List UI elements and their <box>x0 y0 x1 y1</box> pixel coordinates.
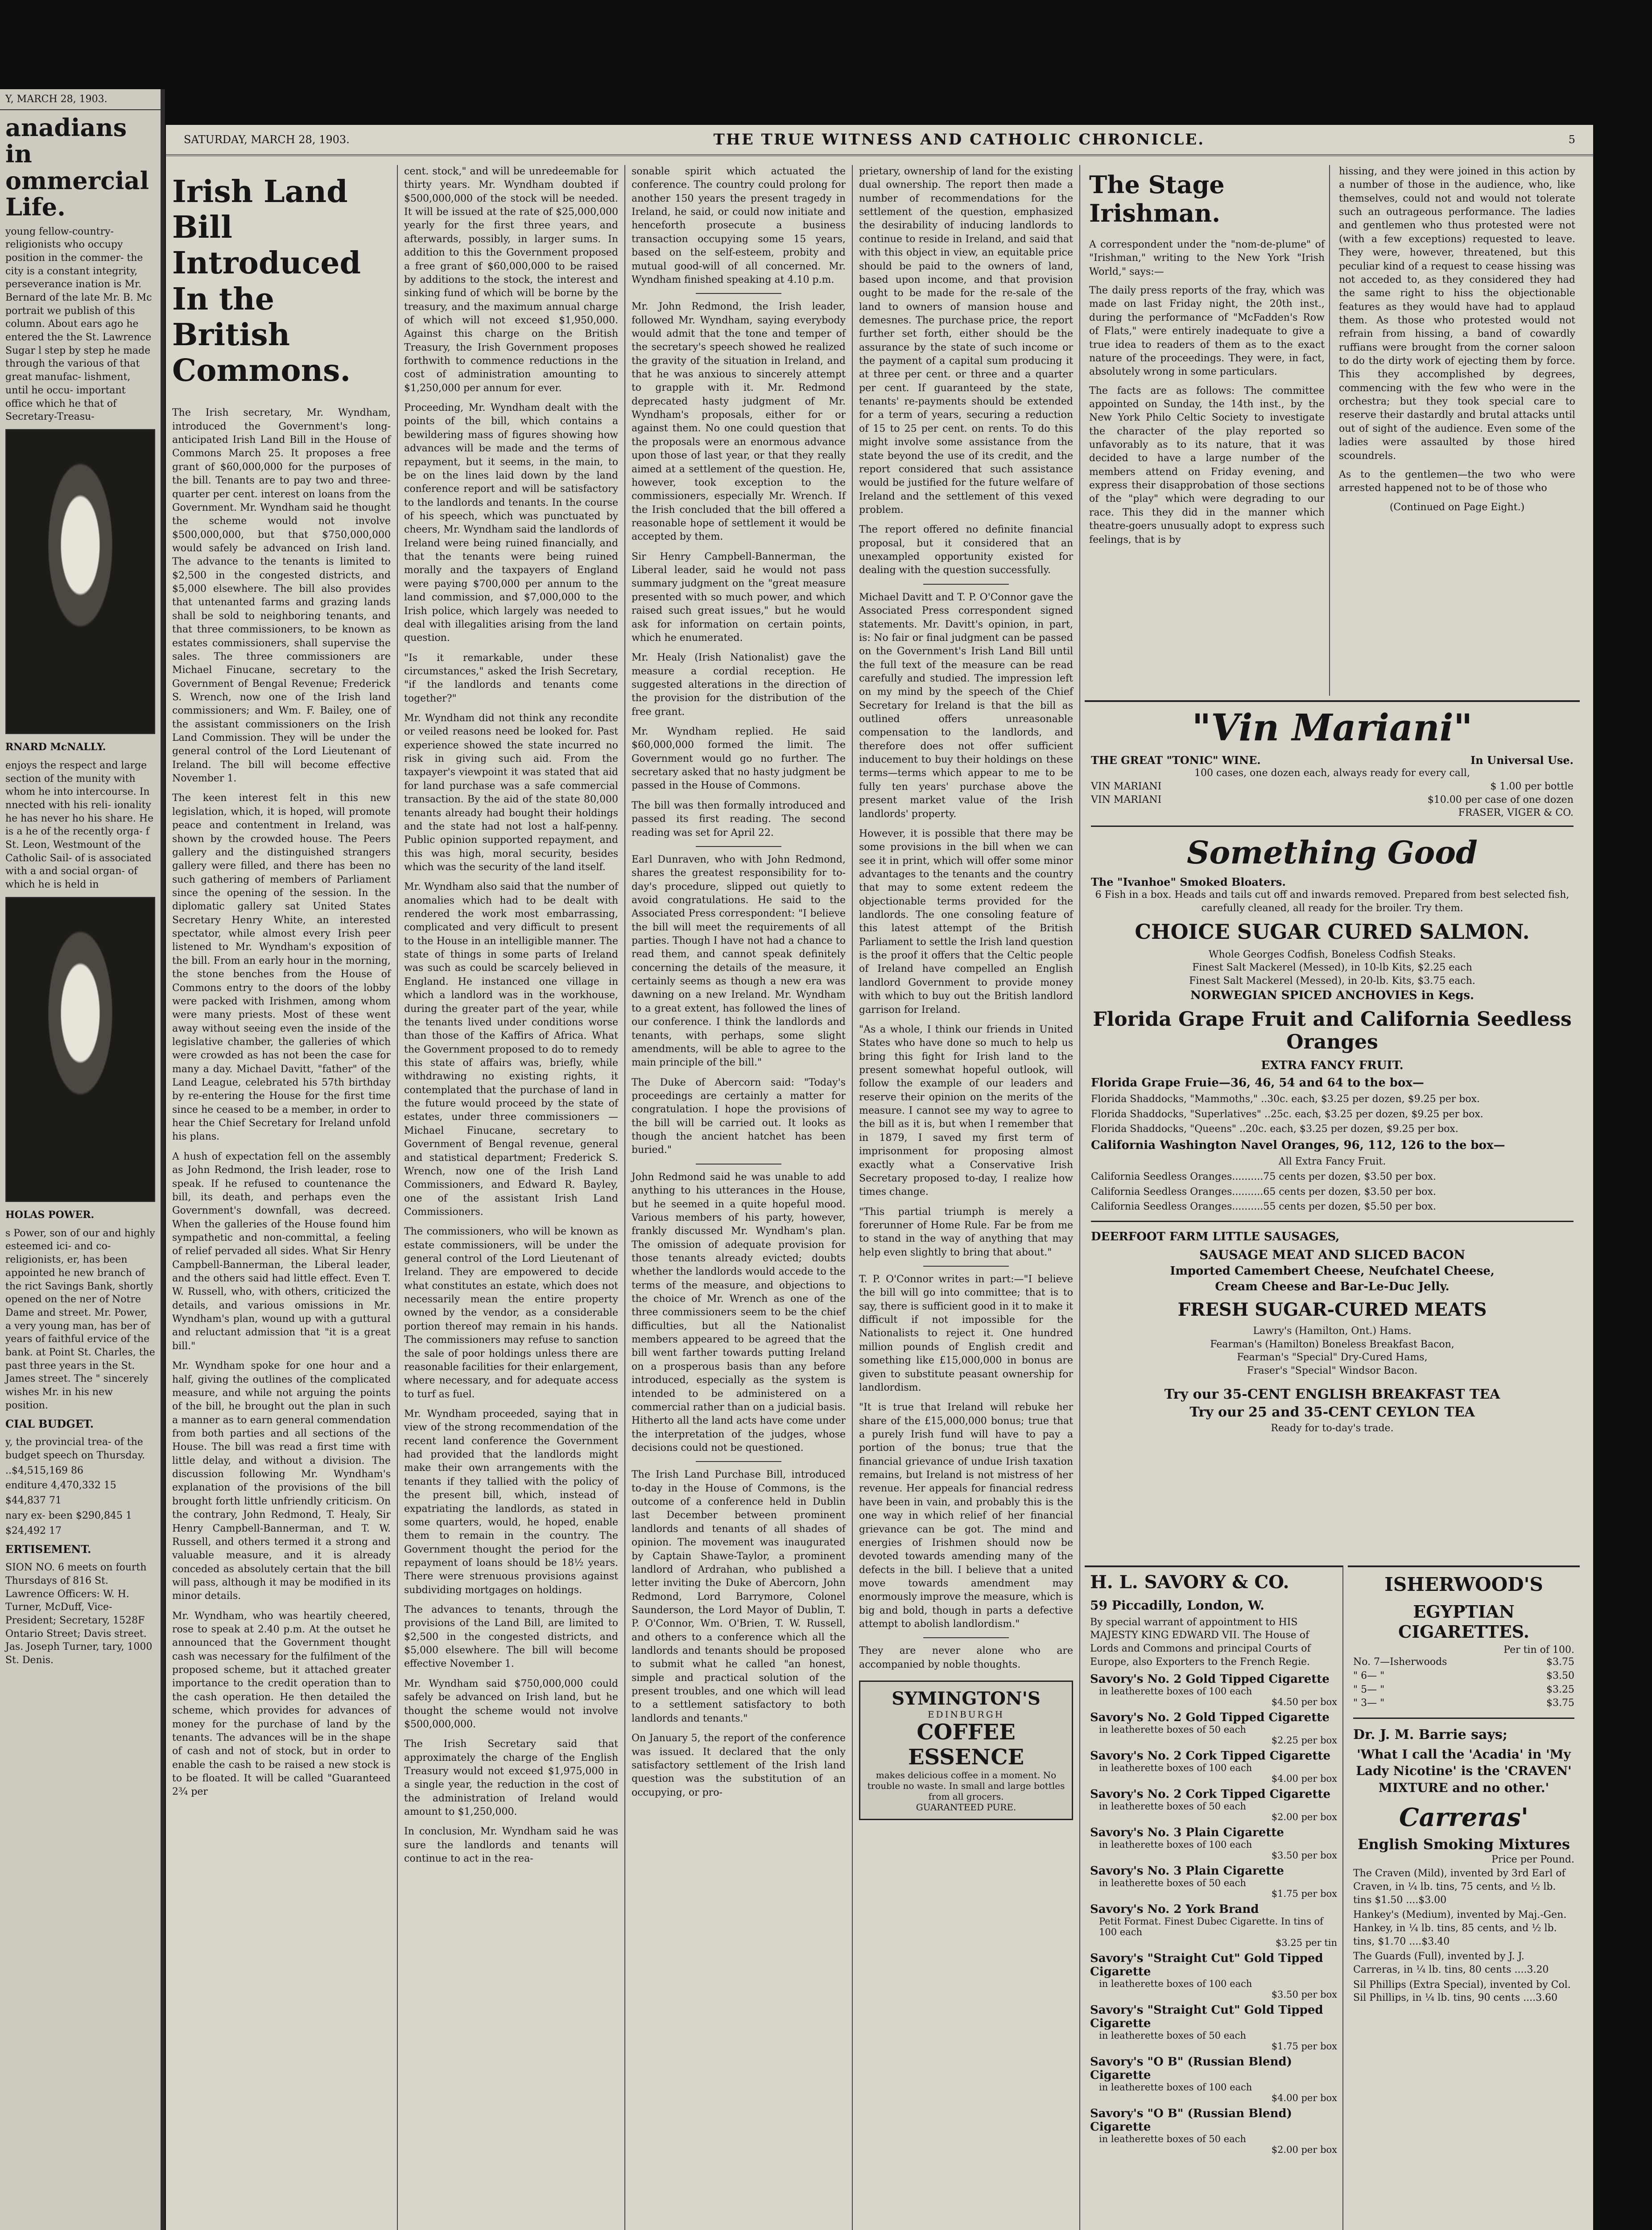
left-page-text-4: y, the provincial trea- of the budget speech on Thursday. <box>5 1437 145 1462</box>
vin-price-value: $ 1.00 per bottle <box>1490 780 1574 792</box>
savory-item-price: $3.50 per box <box>1271 1850 1337 1861</box>
sg-sub <box>1091 875 1574 888</box>
mixture-item: The Craven (Mild), invented by 3rd Earl of Craven, in ¼ lb. tins, 75 cents, and ½ lb. tins $1.50 ....$3.00 <box>1353 1868 1565 1906</box>
vin-price-row <box>1091 793 1574 807</box>
fraser-viger-ads <box>1085 700 1580 1557</box>
isherwood-row-price: $3.75 <box>1546 1697 1574 1709</box>
salmon-line: Whole Georges Codfish, Boneless Codfish Steaks. <box>1208 949 1456 960</box>
masthead-date: SATURDAY, MARCH 28, 1903. <box>184 133 350 146</box>
article-paragraph: Michael Davitt and T. P. O'Connor gave the Associated Press correspondent signed statements. Mr. Davitt's opinion, in part, is: No fair or final judgment can be passed on the Government's Irish Land Bill until the full text of the measure can be read carefully and studied. The impression left on my mind by the speech of the Chief Secretary for Ireland is that the bill as outlined offers unreasonable compensation to the landlords, and therefore does not offer sufficient inducement to buy their holdings on these terms—terms which appear to me to be fully ten years' purchase above the present market value of the Irish landlords' property. <box>859 591 1073 820</box>
ad-rule <box>1353 1718 1574 1719</box>
florida-heading: Florida Grape Fruie—36, 46, 54 and 64 to the box— <box>1091 1076 1424 1090</box>
article-paragraph: Mr. Wyndham replied. He said $60,000,000 formed the limit. The Government would go no further. The secretary asked that no hasty judgment be passed in the House of Commons. <box>632 726 846 792</box>
vin-mariani-title: "Vin Mariani" <box>1192 706 1473 749</box>
isherwood-row-price: $3.50 <box>1546 1670 1574 1681</box>
mixture-item: Sil Phillips (Extra Special), invented by Col. Sil Phillips, in ¼ lb. tins, 90 cents ....3.60 <box>1353 1979 1571 2004</box>
portrait-power <box>5 897 155 1202</box>
isherwood-row <box>1353 1683 1574 1697</box>
isherwood-title: ISHERWOOD'S <box>1384 1573 1543 1595</box>
isherwood-per: Per tin of 100. <box>1503 1644 1574 1656</box>
vin-sub-left: THE GREAT "TONIC" WINE. <box>1091 754 1261 767</box>
left-facing-page <box>0 89 165 2230</box>
vin-price-label: VIN MARIANI <box>1091 794 1162 806</box>
symington-place: EDINBURGH <box>927 1709 1005 1720</box>
left-page-title: anadians in ommercial Life. <box>5 113 149 222</box>
page-number: 5 <box>1568 133 1575 146</box>
left-page-heading-advertisement: ERTISEMENT. <box>5 1543 91 1556</box>
stage-article-left <box>1085 165 1330 696</box>
budget-row: $24,492 17 <box>5 1525 62 1536</box>
article-paragraph: In conclusion, Mr. Wyndham said he was sure the landlords and tenants will continue to act in the rea- <box>404 1826 618 1865</box>
budget-row: ..$4,515,169 86 <box>5 1465 83 1476</box>
article-paragraph: sonable spirit which actuated the conference. The country could prolong for another 150 years the present tragedy in Ireland, he said, or could now initiate and henceforth prosecute a business transaction occupying some 15 years, based on the self-esteem, probity and mutual good-will of all concerned. Mr. Wyndham finished speaking at 4.10 p.m. <box>632 166 846 285</box>
savory-item-name: Savory's No. 2 Gold Tipped Cigarette <box>1090 1672 1330 1686</box>
grape-title: Florida Grape Fruit and California Seedless Oranges <box>1093 1008 1572 1053</box>
article-paragraph: Proceeding, Mr. Wyndham dealt with the points of the bill, which contains a bewildering mass of figures showing how advances will be made and the terms of repayment, but it seems, in the main, to be on the lines laid down by the land conference report and will be satisfactory to the landlords and tenants. In the course of his speech, which was punctuated by cheers, Mr. Wyndham said the landlords of Ireland were being ruined financially, and that the tenants were being ruined morally and the taxpayers of England were paying $700,000 per annum to the land commission, and $7,000,000 to the Irish police, which largely was needed to deal with illegalities arising from the land question. <box>404 402 618 644</box>
column-divider <box>696 293 781 294</box>
article-column-3 <box>625 165 853 2230</box>
savory-item-price: $4.50 per box <box>1271 1696 1337 1707</box>
savory-item-name: Savory's No. 2 Gold Tipped Cigarette <box>1090 1710 1330 1724</box>
article-paragraph: Mr. Wyndham also said that the number of anomalies which had to be dealt with rendered the work most embarrassing, complicated and very difficult to present to the House in an intelligible manner. The state of things in some parts of Ireland was such as could be scarcely believed in England. He instanced one village in which a landlord was in the workhouse, during the greater part of the year, while the tenants lived under conditions worse than those of the Kaffirs of Africa. What the Government proposed to do to remedy this state of affairs was, briefly, while withdrawing no existing rights, it contemplated that the purchase of land in the future would proceed by the state of estates, under three commissioners — Michael Finucane, secretary to Government of Bengal revenue, general and statistical department; Frederick S. Wrench, now one of the Irish Land Commissioners, and Edward R. Bayley, one of the assistant Irish Land Commissioners. <box>404 881 618 1218</box>
isherwood-row-label: No. 7—Isherwoods <box>1353 1656 1447 1668</box>
savory-item <box>1090 1864 1337 1899</box>
stage-paragraph: As to the gentlemen—the two who were arrested happened not to be of those who <box>1339 469 1575 494</box>
salmon-line: Finest Salt Mackerel (Messed), in 10-lb Kits, $2.25 each <box>1192 962 1472 974</box>
mixture-item: The Guards (Full), invented by J. J. Carreras, in ¼ lb. tins, 80 cents ....3.20 <box>1353 1951 1549 1976</box>
article-paragraph: The Irish Land Purchase Bill, introduced to-day in the House of Commons, is the outcome of a conference held in Dublin last December between prominent landlords and tenants of all shades of opinion. The movement was inaugurated by Captain Shawe-Taylor, a prominent landlord of Ardrahan, who published a letter inviting the Duke of Abercorn, John Redmond, Lord Barrymore, Colonel Saunderson, the Lord Mayor of Dublin, T. P. O'Connor, Wm. O'Brien, T. W. Russell, and others to a conference which all the landlords and tenants should be proposed to submit what he called "an honest, simple and practical solution of the present troubles, and one which will lead to a settlement satisfactory to both landlords and tenants." <box>632 1469 846 1724</box>
navel-row: California Seedless Oranges..........65 cents per dozen, $3.50 per box. <box>1091 1186 1436 1198</box>
column-divider <box>696 846 781 847</box>
barrie-says: Dr. J. M. Barrie says; <box>1353 1727 1507 1743</box>
anchovies: NORWEGIAN SPICED ANCHOVIES in Kegs. <box>1190 988 1474 1002</box>
savory-item <box>1090 1749 1337 1784</box>
savory-item-detail: in leatherette boxes of 100 each <box>1099 1839 1252 1850</box>
mixture-item: Hankey's (Medium), invented by Maj.-Gen. Hankey, in ¼ lb. tins, 85 cents, and ½ lb. tins, $1.70 ....$3.40 <box>1353 1909 1567 1947</box>
article-paragraph: "As a whole, I think our friends in United States who have done so much to help us bring this fight for Irish land to the present somewhat hopeful outlook, will follow the example of our leaders and reserve their opinion on the merits of the measure. I cannot see my way to agree to the bill as it is, but when I remember that in 1879, I saved my first term of imprisonment for proposing almost exactly what a Conservative Irish Secretary proposed to-day, I realize how times change. <box>859 1024 1073 1198</box>
vin-price-label: VIN MARIANI <box>1091 780 1162 792</box>
column-divider <box>696 1164 781 1165</box>
article-paragraph: Mr. Healy (Irish Nationalist) gave the measure a cordial reception. He suggested alterations in the direction of the provision for the distribution of the free grant. <box>632 652 846 718</box>
symington-guarantee: GUARANTEED PURE. <box>916 1802 1016 1813</box>
savory-item-price: $4.00 per box <box>1271 1773 1337 1784</box>
florida-row: Florida Shaddocks, "Queens" ..20c. each, $3.25 per dozen, $9.25 per box. <box>1091 1123 1458 1135</box>
article-paragraph: Mr. Wyndham did not think any recondite or veiled reasons need be looked for. Past experience showed the state incurred no risk in giving such aid. From the taxpayer's viewpoint it was stated that aid for land purchase was a safe commercial transaction. By the aid of the state 80,000 tenants already had bought their holdings and the state had not lost a half-penny. Public opinion supported repayment, and this was high, moral security, besides which was the security of the land itself. <box>404 713 618 873</box>
fresh-meats: FRESH SUGAR-CURED MEATS <box>1177 1299 1487 1320</box>
isherwood-row-label: " 5— " <box>1353 1684 1385 1695</box>
article-paragraph: A hush of expectation fell on the assembly as John Redmond, the Irish leader, rose to speak. If he refused to countenance the bill, its death, and perhaps even the Government's downfall, was decreed. When the galleries of the House found him sympathetic and non-committal, a feeling of relief pervaded all sides. What Sir Henry Campbell-Bannerman, the Liberal leader, and the others said had little effect. Even T. W. Russell, who, with others, criticized the details, and various omissions in Mr. Wyndham's plan, wound up with a guttural and reluctant admission that "it is a great bill." <box>172 1151 391 1352</box>
savory-item <box>1090 1903 1337 1948</box>
savory-item-detail: in leatherette boxes of 50 each <box>1099 2030 1246 2041</box>
article-paragraph: Mr. Wyndham said $750,000,000 could safely be advanced on Irish land, but he thought the scheme would not involve $500,000,000. <box>404 1678 618 1730</box>
navel-sub: All Extra Fancy Fruit. <box>1278 1156 1386 1168</box>
camembert: Imported Camembert Cheese, Neufchatel Cheese, <box>1170 1264 1495 1278</box>
savory-item-price: $1.75 per box <box>1271 1888 1337 1899</box>
article-paragraph: prietary, ownership of land for the existing dual ownership. The report then made a number of recommendations for the settlement of the question, emphasized the desirability of inducing landlords to continue to reside in Ireland, and said that with this object in view, an equitable price should be paid to the owners of land, based upon income, and that provision ought to be made for the re-sale of the land to owners of mansion house and demesnes. The purchase price, the report further set forth, either should be the assurance by the state of such income or the payment of a capital sum producing it at three per cent. or three and a quarter per cent. If guaranteed by the state, tenants' re-payments should be extended for a term of years, securing a reduction of 15 to 25 per cent. on rents. To do this might involve some assistance from the state beyond the use of its credit, and the report considered that such assistance would be justified for the future welfare of Ireland and the settlement of this vexed problem. <box>859 166 1073 516</box>
left-page-heading-budget: CIAL BUDGET. <box>5 1417 94 1431</box>
symington-text: makes delicious coffee in a moment. No trouble no waste. In small and large bottles from all grocers. <box>867 1770 1065 1802</box>
savory-item-detail: in leatherette boxes of 50 each <box>1099 1801 1246 1812</box>
symington-name: SYMINGTON'S <box>892 1688 1041 1710</box>
symington-product: COFFEE ESSENCE <box>908 1720 1024 1770</box>
column-divider <box>696 1461 781 1462</box>
vin-note: 100 cases, one dozen each, always ready for every call, <box>1194 768 1470 779</box>
isherwood-row <box>1353 1656 1574 1669</box>
tea-line: Try our 35-CENT ENGLISH BREAKFAST TEA <box>1164 1386 1500 1402</box>
savory-item <box>1090 2107 1337 2155</box>
savory-item-price: $2.00 per box <box>1271 2144 1337 2155</box>
carreras-mixtures: English Smoking Mixtures <box>1357 1836 1570 1853</box>
ad-rule <box>1091 826 1574 827</box>
savory-title: H. L. SAVORY & CO. <box>1090 1572 1289 1593</box>
masthead-title: THE TRUE WITNESS AND CATHOLIC CHRONICLE. <box>713 131 1205 149</box>
budget-row: nary ex- been $290,845 1 <box>5 1510 132 1521</box>
article-paragraph: Sir Henry Campbell-Bannerman, the Liberal leader, said he would not pass summary judgment on the "great measure presented with so much power, and which raised such great issues," but he would ask for information on certain points, which he enumerated. <box>632 551 846 644</box>
stage-paragraph: The daily press reports of the fray, which was made on last Friday night, the 20th inst., during the performance of "McFadden's Row of Flats," were entirely inadequate to give a true idea to readers of them as to the exact nature of the proceedings. They were, in fact, absolutely wrong in some particulars. <box>1089 285 1325 378</box>
carreras-title: Carreras' <box>1399 1803 1528 1833</box>
savory-item-name: Savory's No. 2 York Brand <box>1090 1902 1259 1916</box>
article-paragraph: Mr. John Redmond, the Irish leader, followed Mr. Wyndham, saying everybody would admit that the tone and temper of the secretary's speech showed he realized the gravity of the situation in Ireland, and that he was anxious to sincerely attempt to grapple with it. Mr. Redmond deprecated hasty judgment of Mr. Wyndham's proposals, either for or against them. No one could question that the proposals were an enormous advance upon those of last year, or that they really aimed at a settlement of the question. He, however, took exception to the commissioners, especially Mr. Wrench. If the Irish concluded that the bill offered a reasonable hope of settlement it would be accepted by them. <box>632 301 846 543</box>
savory-ad <box>1085 1565 1343 2230</box>
article-paragraph: They are never alone who are accompanied by noble thoughts. <box>859 1645 1073 1670</box>
vin-price-row <box>1091 780 1574 794</box>
savory-item-name: Savory's "O B" (Russian Blend) Cigarette <box>1090 2055 1292 2082</box>
navel-heading: California Washington Navel Oranges, 96, 112, 126 to the box— <box>1091 1139 1505 1152</box>
navel-row: California Seedless Oranges..........55 cents per dozen, $5.50 per box. <box>1091 1201 1436 1213</box>
article-paragraph: However, it is possible that there may be some provisions in the bill when we can see it in print, which will offer some minor advantages to the tenants and the country that may to some extent redeem the objectionable terms provided for the landlords. The one consoling feature of this latest attempt of the British Parliament to settle the Irish land question is the proof it offers that the Celtic people of Ireland have compelled an English landlord Government to provide money with which to buy out the British landlord garrison for Ireland. <box>859 828 1073 1016</box>
savory-item-name: Savory's "Straight Cut" Gold Tipped Cigarette <box>1090 1951 1323 1978</box>
savory-item <box>1090 2003 1337 2052</box>
stage-article-right <box>1334 165 1580 696</box>
savory-item-name: Savory's "O B" (Russian Blend) Cigarette <box>1090 2106 1292 2134</box>
savory-item-name: Savory's No. 2 Cork Tipped Cigarette <box>1090 1787 1330 1801</box>
stage-continued: (Continued on Page Eight.) <box>1389 501 1525 513</box>
isherwood-subtitle: EGYPTIAN CIGARETTES. <box>1398 1602 1529 1642</box>
savory-item-name: Savory's No. 3 Plain Cigarette <box>1090 1825 1284 1839</box>
savory-item-price: $2.25 per box <box>1271 1734 1337 1746</box>
article-paragraph: On January 5, the report of the conference was issued. It declared that the only satisfactory settlement of the Irish land question was the substitution of an occupying, or pro- <box>632 1733 846 1798</box>
savory-item-detail: in leatherette boxes of 100 each <box>1099 2081 1252 2093</box>
left-page-text-2: enjoys the respect and large section of the munity with whom he into intercourse. In nnected with his reli- ionality he has never ho his share. He is a he of the recently orga- f St. Leon, Westmount of the Catholic Sail- of is associated with a and social organ- of which he is held in <box>5 760 154 891</box>
isherwood-carreras-ads <box>1348 1565 1580 2230</box>
savory-item <box>1090 2055 1337 2103</box>
savory-item-detail: in leatherette boxes of 100 each <box>1099 1762 1252 1773</box>
article-title: Irish Land Bill Introduced In the British Commons. <box>172 174 361 389</box>
isherwood-row-label: " 3— " <box>1353 1697 1385 1709</box>
article-paragraph: T. P. O'Connor writes in part:—"I believe the bill will go into committee; that is to say, there is sufficient good in it to make it difficult if not impossible for the Nationalists to reject it. One hundred million pounds of English credit and something like £15,000,000 in bonus are given to substitute peasant ownership for landlordism. <box>859 1274 1073 1393</box>
column-divider <box>923 1266 1009 1267</box>
article-paragraph: "This partial triumph is merely a forerunner of Home Rule. Far be from me to stand in the way of anything that may help even slightly to bring that about." <box>859 1206 1073 1258</box>
vin-sign: FRASER, VIGER & CO. <box>1458 807 1574 819</box>
vin-price-value: $10.00 per case of one dozen <box>1427 794 1574 806</box>
savory-item <box>1090 1826 1337 1861</box>
article-paragraph: "Is it remarkable, under these circumstances," asked the Irish Secretary, "if the landlords and tenants come together?" <box>404 652 618 704</box>
cream-cheese: Cream Cheese and Bar-Le-Duc Jelly. <box>1215 1280 1450 1293</box>
fancy-fruit: EXTRA FANCY FRUIT. <box>1261 1058 1404 1072</box>
savory-item-detail: in leatherette boxes of 100 each <box>1099 1978 1252 1989</box>
savory-item-name: Savory's No. 3 Plain Cigarette <box>1090 1864 1284 1878</box>
left-page-text-3: s Power, son of our and highly esteemed ici- and co-religionists, er, has been appointed he new branch of the rict Savings Bank, shortly opened on the ner of Notre Dame and street. Mr. Power, a very young man, has ber of years of faithful ervice of the bank. at Point St. Charles, the past three years in the St. James street. The " sincerely wishes Mr. in his new position. <box>5 1227 155 1411</box>
florida-row: Florida Shaddocks, "Superlatives" ..25c. each, $3.25 per dozen, $9.25 per box. <box>1091 1108 1483 1120</box>
savory-address: 59 Piccadilly, London, W. <box>1090 1598 1264 1613</box>
savory-item-detail: in leatherette boxes of 50 each <box>1099 1877 1246 1888</box>
savory-item-price: $4.00 per box <box>1271 2092 1337 2103</box>
savory-item-price: $3.50 per box <box>1271 1989 1337 2000</box>
sg-sub-text: The "Ivanhoe" Smoked Bloaters. <box>1091 875 1286 889</box>
left-page-date: Y, MARCH 28, 1903. <box>0 89 161 110</box>
savory-item-detail: in leatherette boxes of 100 each <box>1099 1685 1252 1697</box>
savory-item <box>1090 1952 1337 2000</box>
article-paragraph: The Duke of Abercorn said: "Today's proceedings are certainly a matter for congratulation. I hope the provisions of the bill will be carried out. It looks as though the ancient hatchet has been buried." <box>632 1077 846 1156</box>
caption-mcnally: RNARD McNALLY. <box>5 741 106 753</box>
stage-paragraph: A correspondent under the "nom-de-plume" of "Irishman," writing to the New York "Irish World," says:— <box>1089 239 1325 277</box>
article-paragraph: Mr. Wyndham, who was heartily cheered, rose to speak at 2.40 p.m. At the outset he announced that the Government thought cash was necessary for the fulfilment of the proposed scheme, but it attached greater importance to the credit operation than to the cash operation. He then detailed the scheme, which provides for advances of money for the purchase of land by the tenants. The advances will be in the shape of cash and not of stock, but in order to enable the cash to be raised a new stock is to be floated. It will be called "Guaranteed 2¾ per <box>172 1610 391 1798</box>
savory-item-name: Savory's No. 2 Cork Tipped Cigarette <box>1090 1749 1330 1763</box>
article-paragraph: The bill was then formally introduced and passed its first reading. The second reading was set for April 22. <box>632 800 846 838</box>
article-paragraph: cent. stock," and will be unredeemable for thirty years. Mr. Wyndham doubted if $500,000,000 of the stock will be needed. It will be issued at the rate of $25,000,000 yearly for the first three years, and afterwards, possibly, in larger sums. In addition to this the Government proposed a free grant of $60,000,000 to be raised by additions to the stock, the interest and sinking fund of which will be borne by the treasury, and the maximum annual charge of which will not exceed $1,950,000. Against this charge on the British Treasury, the Irish Government proposes forthwith to commence reductions in the cost of administration amounting to $1,250,000 per annum for ever. <box>404 166 618 394</box>
deerfoot: DEERFOOT FARM LITTLE SAUSAGES, <box>1091 1230 1340 1243</box>
savory-item <box>1090 1672 1337 1707</box>
newspaper-page <box>166 125 1593 2230</box>
budget-row: $44,837 71 <box>5 1495 62 1507</box>
article-paragraph: Mr. Wyndham proceeded, saying that in view of the strong recommendation of the recent land conference the Government had provided that the landlords might make their own arrangements with the tenants if they tallied with the policy of the present bill, which, instead of expatriating the landlords, as stated in some quarters, would, he hoped, enable them to remain in the country. The Government thought the period for the repayment of loans should be 18½ years. There were strenuous provisions against subdividing mortgages on holdings. <box>404 1408 618 1596</box>
article-paragraph: The keen interest felt in this new legislation, which, it is hoped, will promote peace and contentment in Ireland, was shown by the crowded house. The Peers gallery and the distinguished strangers gallery were filled, and there has been no such gathering of members of Parliament since the opening of the session. In the diplomatic gallery sat United States Secretary Henry White, an interested spectator, while almost every Irish peer listened to Mr. Wyndham's exposition of the bill. From an early hour in the morning, the stone benches from the House of Commons entry to the doors of the lobby were packed with Irishmen, among whom were many priests. Most of these went away without seeing even the inside of the legislative chamber, the galleries of which were crowded as has not been the case for many a day. Michael Davitt, "father" of the Land League, celebrated his 57th birthday by re-entering the House for the first time since he ceased to be a member, in order to hear the Chief Secretary for Ireland unfold his plans. <box>172 793 391 1143</box>
savory-list <box>1090 1672 1337 2155</box>
salmon-title: CHOICE SUGAR CURED SALMON. <box>1135 919 1530 944</box>
savory-item-price: $2.00 per box <box>1271 1811 1337 1822</box>
article-paragraph: "It is true that Ireland will rebuke her share of the £15,000,000 bonus; true that a purely Irish fund will have to pay a portion of the bonus; true that the financial grievance of undue Irish taxation remains, but Ireland is not mistress of her revenue. Her appeals for financial redress have been in vain, and probably this is the one way in which relief of her financial grievance can be got. The mind and energies of Irishmen should now be devoted towards amending many of the defects in the bill. I believe that a united move towards amendment may enormously improve the measure, which is big and bold, though in parts a defective attempt to abolish landlordism." <box>859 1402 1074 1630</box>
stage-title: The Stage Irishman. <box>1089 170 1225 227</box>
savory-item-name: Savory's "Straight Cut" Gold Tipped Cigarette <box>1090 2003 1323 2030</box>
meats-line: Fearman's (Hamilton) Boneless Breakfast Bacon, <box>1210 1338 1454 1350</box>
article-paragraph: John Redmond said he was unable to add anything to his utterances in the House, but he seemed in a quite hopeful mood. Various members of his party, however, frankly discussed Mr. Wyndham's plan. The omission of adequate provision for those tenants already evicted; doubts whether the landlords would accede to the terms of the measure, and objections to the choice of Mr. Wrench as one of the three commissioners seem to be the chief difficulties, but all the Nationalist members appeared to be agreed that the bill went farther towards putting Ireland on a prosperous basis than any before introduced, especially as the system is intended to be administered on a commercial rather than on a judicial basis. Hitherto all the land acts have come under the interpretation of the judges, whose decisions could not be questioned. <box>632 1171 846 1454</box>
savory-item-detail: in leatherette boxes of 50 each <box>1099 1724 1246 1735</box>
sg-text: 6 Fish in a box. Heads and tails cut off and inwards removed. Prepared from best selected fish, carefully cleaned, all ready for the broiler. Try them. <box>1095 889 1569 914</box>
savory-item-price: $3.25 per tin <box>1275 1937 1337 1948</box>
caption-power: HOLAS POWER. <box>5 1209 95 1221</box>
article-paragraph: The report offered no definite financial proposal, but it considered that an unexampled opportunity existed for dealing with the question successfully. <box>859 524 1073 576</box>
sausage-meat: SAUSAGE MEAT AND SLICED BACON <box>1199 1247 1466 1262</box>
vin-sub-right: In Universal Use. <box>1470 754 1574 767</box>
savory-item-detail: Petit Format. Finest Dubec Cigarette. In tins of 100 each <box>1099 1916 1323 1937</box>
something-good-title: Something Good <box>1187 834 1478 871</box>
article-column-4 <box>853 165 1080 2230</box>
column-divider <box>923 584 1009 585</box>
stage-paragraph: The facts are as follows: The committee appointed on Sunday, the 14th inst., by the New York Philo Celtic Society to investigate the character of the play reported so unfavorably as to its nature, that it was decided to have a large number of the members attend on Friday evening, and express their disapprobation of those sections of the "play" which were degrading to our race. This they did in the manner which theatre-goers unusually adopt to express such feelings, that is by <box>1089 385 1325 545</box>
article-paragraph: Mr. Wyndham spoke for one hour and a half, giving the outlines of the complicated measure, and while not arguing the points of the bill, he brought out the plan in such a manner as to earn general commendation from both parties and all sections of the House. The bill was read a first time with little delay, and without a division. The discussion following Mr. Wyndham's explanation of the provisions of the bill brought forth little unfriendly criticism. On the contrary, John Redmond, T. Healy, Sir Henry Campbell-Bannerman, and T. W. Russell, and others termed it a strong and valuable measure, and it is already conceded as absolutely certain that the bill will pass, although it may be modified in its minor details. <box>172 1360 391 1602</box>
salmon-line: Finest Salt Mackerel (Messed), in 20-lb. Kits, $3.75 each. <box>1189 975 1475 987</box>
vin-mariani-sub <box>1091 754 1574 767</box>
tea-line: Ready for to-day's trade. <box>1271 1422 1394 1434</box>
article-paragraph: The commissioners, who will be known as estate commissioners, will be under the general control of the Lord Lieutenant of Ireland. They are empowered to decide what constitutes an estate, which does not necessarily mean the entire property owned by the vendor, as a considerable portion thereof may remain in his hands. The commissioners may refuse to sanction the sale of poor holdings unless there are reasonable facilities for their enlargement, where necessary, and for adequate access to turf as fuel. <box>404 1226 618 1400</box>
tea-line: Try our 25 and 35-CENT CEYLON TEA <box>1189 1404 1475 1421</box>
portrait-mcnally <box>5 429 155 734</box>
isherwood-row-label: " 6— " <box>1353 1670 1385 1681</box>
barrie-quote: 'What I call the 'Acadia' in 'My Lady Nicotine' is the 'CRAVEN' MIXTURE and no other.' <box>1356 1747 1572 1796</box>
meats-line: Fearman's "Special" Dry-Cured Hams, <box>1237 1352 1428 1363</box>
meats-line: Lawry's (Hamilton, Ont.) Hams. <box>1253 1325 1412 1337</box>
article-paragraph: The Irish secretary, Mr. Wyndham, introduced the Government's long-anticipated Irish Land Bill in the House of Commons March 25. It proposes a free grant of $60,000,000 for the purposes of the bill. Tenants are to pay two and three-quarter per cent. interest on loans from the Government. Mr. Wyndham said he thought the scheme would not involve $500,000,000, but that $750,000,000 would safely be advanced on Irish land. The advance to the tenants is limited to $2,500 in the congested districts, and $5,000 elsewhere. The bill also provides that untenanted farms and grazing lands shall be sold to neighboring tenants, and that three commissioners, to be known as estates commissioners, shall supervise the sales. The three commissioners are Michael Finucane, secretary to the Government of Bengal Revenue; Frederick S. Wrench, now one of the Irish land commissioners; and Wm. F. Bailey, one of the assistant commissioners on the Irish Land Commission. They will be under the general control of the Lord Lieutenant of Ireland. The bill will become effective November 1. <box>172 407 391 785</box>
isherwood-row-price: $3.75 <box>1546 1656 1574 1668</box>
savory-item <box>1090 1711 1337 1746</box>
column-divider <box>923 1637 1009 1638</box>
isherwood-row <box>1353 1697 1574 1710</box>
budget-row: enditure 4,470,332 15 <box>5 1480 116 1491</box>
right-section <box>1085 165 1580 2230</box>
ad-rule <box>1091 1221 1574 1222</box>
carreras-price-note: Price per Pound. <box>1491 1854 1574 1866</box>
symington-ad <box>859 1681 1073 1820</box>
isherwood-row <box>1353 1669 1574 1683</box>
savory-item-price: $1.75 per box <box>1271 2040 1337 2052</box>
savory-warrant: By special warrant of appointment to HIS MAJESTY KING EDWARD VII. The House of Lords and Commons and principal Courts of Europe, also Exporters to the French Regie. <box>1090 1616 1311 1668</box>
navel-row: California Seedless Oranges..........75 cents per dozen, $3.50 per box. <box>1091 1171 1436 1182</box>
left-page-text-5: SION NO. 6 meets on fourth Thursdays of 816 St. Lawrence Officers: W. H. Turner, McDuff, Vice-President; Secretary, 1528F Ontario Street; Davis street. Jas. Joseph Turner, tary, 1000 St. Denis. <box>5 1562 153 1666</box>
article-paragraph: The advances to tenants, through the provisions of the Land Bill, are limited to $2,500 in the congested districts, and $5,000 elsewhere. The bill will become effective November 1. <box>404 1604 618 1670</box>
isherwood-row-price: $3.25 <box>1546 1684 1574 1695</box>
florida-row: Florida Shaddocks, "Mammoths," ..30c. each, $3.25 per dozen, $9.25 per box. <box>1091 1094 1480 1105</box>
savory-item <box>1090 1788 1337 1822</box>
meats-line: Fraser's "Special" Windsor Bacon. <box>1247 1365 1418 1377</box>
savory-item-detail: in leatherette boxes of 50 each <box>1099 2133 1246 2144</box>
article-column-1 <box>166 165 398 2230</box>
masthead <box>166 125 1593 156</box>
left-page-text-1: young fellow-country- religionists who occupy position in the commer- the city is a constant integrity, perseverance ination is Mr. Bernard of the late Mr. B. Mc portrait we publish of this column. About ears ago he entered the the St. Lawrence Sugar l step by step he made through the various of that great manufac- lishment, until he occu- important office which he that of Secretary-Treasu- <box>5 226 152 423</box>
article-paragraph: Earl Dunraven, who with John Redmond, shares the greatest responsibility for to-day's procedure, slipped out quietly to avoid congratulations. He said to the Associated Press correspondent: "I believe the bill will meet the requirements of all parties. Though I have not had a chance to read them, and cannot speak definitely concerning the details of the measure, it certainly seems as though a new era was dawning on a new Ireland. Mr. Wyndham to a great extent, has followed the lines of our conference. I think the landlords and tenants, with perhaps, some slight amendments, will be able to agree to the main principle of the bill." <box>632 854 846 1069</box>
article-column-2 <box>398 165 625 2230</box>
stage-paragraph: hissing, and they were joined in this action by a number of those in the audience, who, like themselves, could not and would not tolerate such an outrageous performance. The ladies and gentlemen who thus protested were not (with a few exceptions) requested to leave. They were, however, threatened, but this peculiar kind of a request to cease hissing was not acceded to, as they considered they had the same right to hiss the objectionable features as they would have had to applaud them. As those who protested would not refrain from hissing, a band of cowardly ruffians were brought from the corner saloon to do the dirty work of ejecting them by force. This they accomplished by degrees, commencing with the few who were in the orchestra; but they took special care to reserve their dastardly and brutal attacks until out of sight of the audience. Even some of the ladies were assaulted by those hired scoundrels. <box>1339 166 1575 462</box>
article-paragraph: The Irish Secretary said that approximately the charge of the English Treasury would not exceed $1,975,000 in a single year, the reduction in the cost of the administration of Ireland would amount to $1,250,000. <box>404 1739 618 1818</box>
